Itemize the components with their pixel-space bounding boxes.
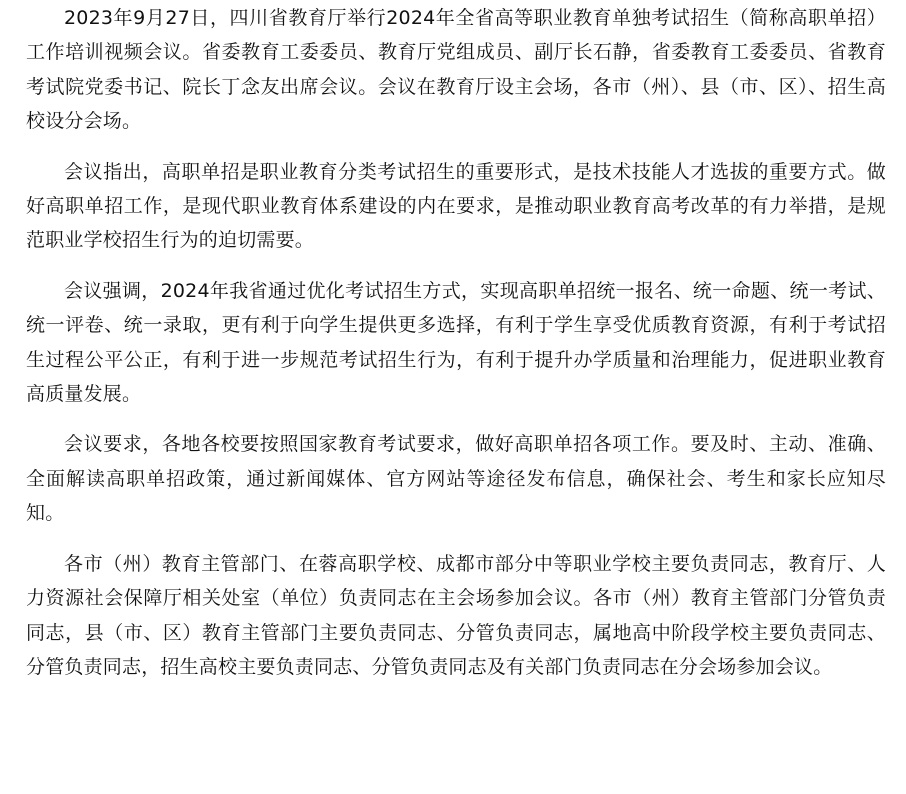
paragraph-meeting-points: 会议指出，高职单招是职业教育分类考试招生的重要形式，是技术技能人才选拔的重要方式。做好高职单招工作，是现代职业教育体系建设的内在要求，是推动职业教育高考改革的有力举措，是规范职业学校招生行为的迫切需要。 xyxy=(26,160,886,252)
paragraph-meeting-overview: 2023年9月27日，四川省教育厅举行2024年全省高等职业教育单独考试招生（简称高职单招）工作培训视频会议。省委教育工委委员、教育厅党组成员、副厅长石静，省委教育工委委员、省教育考试院党委书记、院长丁念友出席会议。会议在教育厅设主会场，各市（州）、县（市、区）、招生高校设分会场。 xyxy=(26,7,886,133)
paragraph-attendees: 各市（州）教育主管部门、在蓉高职学校、成都市部分中等职业学校主要负责同志，教育厅、人力资源社会保障厅相关处室（单位）负责同志在主会场参加会议。各市（州）教育主管部门分管负责同志，县（市、区）教育主管部门主要负责同志、分管负责同志，属地高中阶段学校主要负责同志、分管负责同志，招生高校主要负责同志、分管负责同志及有关部门负责同志在分会场参加会议。 xyxy=(26,552,886,678)
news-article-body xyxy=(26,1,886,684)
paragraph-meeting-requirements: 会议要求，各地各校要按照国家教育考试要求，做好高职单招各项工作。要及时、主动、准确、全面解读高职单招政策，通过新闻媒体、官方网站等途径发布信息，确保社会、考生和家长应知尽知。 xyxy=(26,433,886,525)
paragraph-meeting-emphasis: 会议强调，2024年我省通过优化考试招生方式，实现高职单招统一报名、统一命题、统一考试、统一评卷、统一录取，更有利于向学生提供更多选择，有利于学生享受优质教育资源，有利于考试招生过程公平公正，有利于进一步规范考试招生行为，有利于提升办学质量和治理能力，促进职业教育高质量发展。 xyxy=(26,279,886,406)
